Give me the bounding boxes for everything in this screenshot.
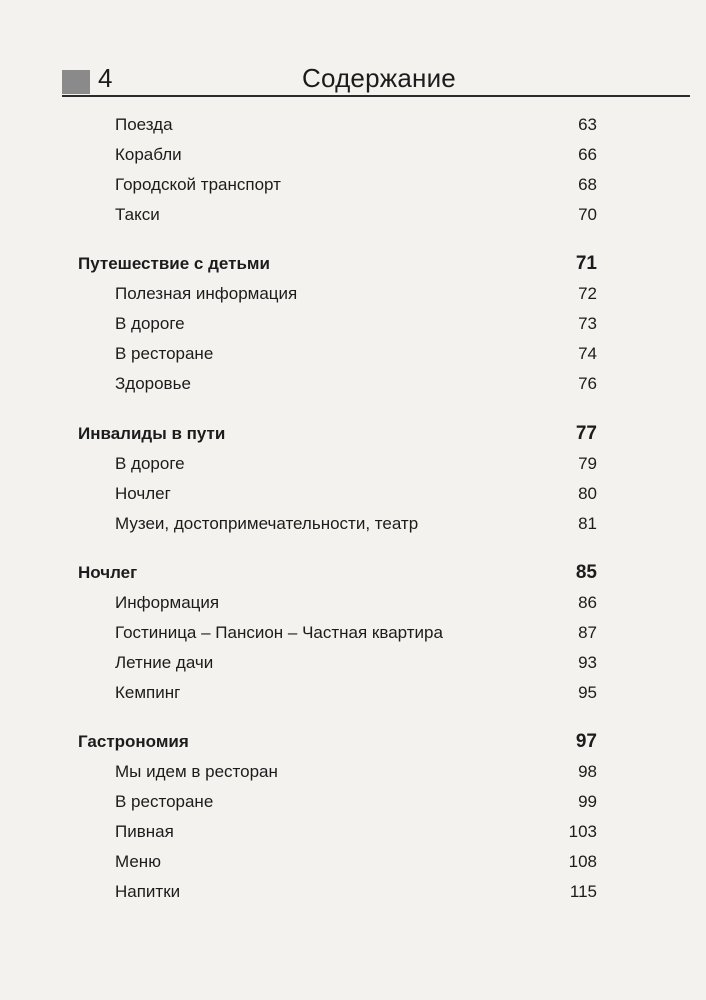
toc-section-page: 71 [575, 253, 597, 274]
toc-section-title: Гастрономия [78, 732, 189, 751]
page-header [62, 58, 690, 98]
toc-entry-title: Музеи, достопримечательности, театр [115, 514, 419, 533]
toc-entry-title: Напитки [115, 882, 181, 901]
toc-entry-page: 79 [578, 454, 597, 473]
toc-section-page: 77 [575, 423, 597, 444]
toc-entry-title: В ресторане [115, 344, 214, 363]
toc-entry-title: Полезная информация [115, 284, 298, 303]
toc-entry-page: 93 [578, 653, 597, 672]
toc-entry-title: В дороге [115, 454, 185, 473]
toc-entry-page: 115 [569, 882, 597, 901]
toc-entry-page: 66 [578, 145, 597, 164]
toc-entry-title: Городской транспорт [115, 175, 281, 194]
toc-entry-page: 81 [578, 514, 597, 533]
page-title: Содержание [302, 63, 456, 93]
toc-entry-page: 63 [578, 115, 597, 134]
toc-entry-page: 103 [568, 822, 597, 841]
toc-section-page: 85 [575, 562, 597, 583]
toc-entry-page: 73 [578, 314, 597, 333]
toc-entry-page: 76 [578, 374, 597, 393]
toc-entry-title: Здоровье [115, 374, 191, 393]
page-number: 4 [98, 63, 113, 93]
toc-entry-title: Мы идем в ресторан [115, 762, 278, 781]
toc-entry-title: Информация [115, 593, 220, 612]
toc-entry-page: 99 [578, 792, 597, 811]
toc-entry-page: 108 [568, 852, 597, 871]
toc-entry-title: Гостиница – Пансион – Частная квартира [115, 623, 443, 642]
toc-entry-title: В дороге [115, 314, 185, 333]
toc-section-title: Ночлег [78, 563, 138, 582]
toc-entry-page: 74 [578, 344, 597, 363]
toc-entry-page: 68 [578, 175, 597, 194]
toc-entry-title: В ресторане [115, 792, 214, 811]
toc-entry-title: Корабли [115, 145, 182, 164]
toc-entry-title: Такси [115, 205, 160, 224]
toc-entry-title: Меню [115, 852, 161, 871]
toc-entry-title: Кемпинг [115, 683, 181, 702]
toc-section-title: Путешествие с детьми [78, 254, 270, 273]
toc-entry-page: 87 [578, 623, 597, 642]
toc-section-page: 97 [575, 731, 597, 752]
toc-entry-title: Ночлег [115, 484, 171, 503]
toc-entry-page: 86 [578, 593, 597, 612]
toc-entry-title: Поезда [115, 115, 173, 134]
toc-entry-title: Летние дачи [115, 653, 214, 672]
toc-section-title: Инвалиды в пути [78, 424, 226, 443]
toc-entry-title: Пивная [115, 822, 174, 841]
toc-entry-page: 70 [578, 205, 597, 224]
header-divider [62, 95, 690, 97]
toc-entry-page: 98 [578, 762, 597, 781]
toc-entry-page: 80 [578, 484, 597, 503]
page-marker-block [62, 70, 90, 94]
toc-entry-page: 95 [578, 683, 597, 702]
toc-entry-page: 72 [578, 284, 597, 303]
